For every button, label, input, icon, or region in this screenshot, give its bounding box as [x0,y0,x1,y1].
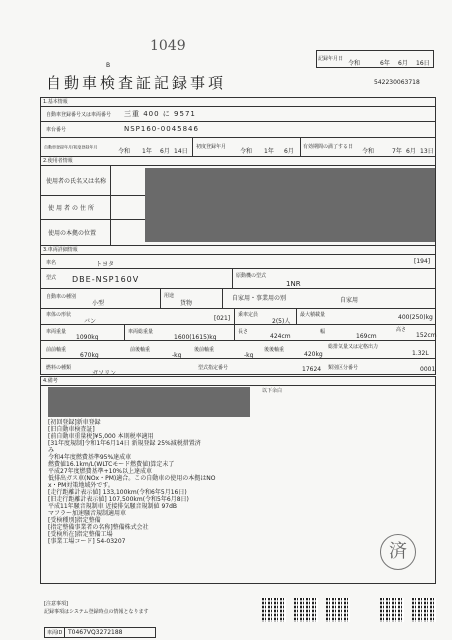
make-label: 車名 [46,260,57,266]
expiry-era: 令和 [362,148,375,155]
note-line: [31年度規制]令和1年6月14日 新規登録 25%減税措置済 [48,440,201,447]
make-code: [194] [414,258,431,265]
serial-number: 542230063718 [374,79,420,86]
qr-code-1 [262,598,286,622]
note-label: [注意事項] [44,601,68,607]
initial-reg-era: 令和 [240,148,253,155]
note-line: み [48,447,55,454]
front-axle-label: 前前軸重 [46,347,67,353]
body-shape-value: バン [84,318,97,325]
note-line: [指定整備事業者の名称]整備株式会社 [48,524,149,531]
user-address-label: 使用者の住所 [48,205,97,212]
first-reg-era: 令和 [118,148,131,155]
displacement-label: 総排気量又は定格出力 [328,344,379,350]
qr-code-5 [412,598,436,622]
vehicle-type-value: 小型 [92,300,105,307]
qr-code-2 [294,598,318,622]
front-rear-axle-label: 前後軸重 [130,347,151,353]
expiry-day: 13日 [420,148,434,155]
category-value: 0001 [420,366,436,373]
note-text: 記録事項はシステム登録時点の情報となります [44,609,149,615]
section2-label: 2.使用者情報 [43,158,73,164]
blank-below-label: 以下余白 [262,388,283,394]
vehicle-id-label: 車両ID [47,630,63,636]
category-label: 類別区分番号 [328,365,359,371]
note-line: [受検所在]指定整備工場 [48,531,113,538]
note-line: [前自動車重量税]¥5,000 本則税率適用 [48,433,154,440]
redacted-user-info [145,168,435,242]
note-line: [旧走行距離計表示値] 107,500km(令和5年6月8日) [48,496,189,503]
document-title: 自動車検査証記録事項 [46,74,227,92]
record-date-day: 16日 [416,60,430,67]
use-value: 貨物 [180,300,193,307]
first-reg-label: 自動車登録年月/初度登録年月 [44,145,98,151]
note-line: 燃費値16.1km/L(WLTCモード燃費値)算定未了 [48,461,175,468]
note-line: マフラー加速騒音規制適用車 [48,510,127,517]
engine-value: 1NR [286,280,301,288]
front-rear-axle-value: -kg [172,352,182,359]
gross-weight-label: 車両総重量 [128,329,154,335]
expiry-year: 7年 [392,148,402,155]
fuel-label: 燃料の種類 [46,365,72,371]
inspection-stamp: 済 [380,534,416,570]
fuel-value: ガソリン [92,370,117,377]
type-designation-label: 型式指定番号 [198,365,229,371]
record-date-label: 記録年月日 [318,56,344,62]
note-line: [受検種別]指定整備 [48,517,101,524]
use-label: 用途 [164,293,175,299]
expiry-month: 6月 [406,148,416,155]
note-line: 低排出ガス車(NOx・PM)適合。この自動車の使用の本拠はNO [48,475,216,482]
type-designation-value: 17624 [302,366,322,373]
vehicle-weight-label: 車両重量 [46,329,67,335]
redacted-notes [48,387,250,417]
width-label: 幅 [320,329,326,335]
user-name-label: 使用者の氏名又は名称 [46,178,107,185]
record-date-month: 6月 [398,60,408,67]
body-shape-label: 車体の形状 [46,312,72,318]
note-line: x・PM対策地域外です。 [48,482,114,489]
note-line: [初回登録]新車登録 [48,419,101,426]
note-line: 平成27年度燃費基準+10%以上達成車 [48,468,152,475]
section3-label: 3.車両詳細情報 [43,247,78,253]
first-reg-day: 14日 [174,148,188,155]
vin-value: NSP160-0045846 [124,125,199,133]
vehicle-id-value: T0467VQ3272188 [68,629,123,636]
expiry-label: 有効期間の満了する日 [303,144,354,150]
initial-reg-month: 6月 [284,148,294,155]
make-value: トヨタ [96,261,115,268]
base-location-label: 使用の本拠の位置 [48,230,97,237]
private-label: 自家用・事業用の別 [232,295,287,302]
reg-number-value: 三重 400 に 9571 [124,110,196,118]
max-load-label: 最大積載量 [300,312,326,318]
handwritten-number: 1049 [150,38,186,54]
rear-front-axle-label: 後前軸重 [194,347,215,353]
engine-label: 原動機の型式 [236,273,267,279]
initial-reg-year: 1年 [264,148,274,155]
rear-rear-axle-value: 420kg [304,351,323,358]
model-value: DBE-NSP160V [72,275,140,284]
note-line: 令和4年度燃費基準95%達成車 [48,454,132,461]
rear-rear-axle-label: 後後軸重 [264,347,285,353]
gross-weight-value: 1600(1615)kg [174,334,217,341]
capacity-label: 乗車定員 [238,312,259,318]
first-reg-year: 1年 [142,148,152,155]
rear-front-axle-value: -kg [244,352,254,359]
note-line: [旧自動車検査証] [48,426,95,433]
reg-number-label: 自動車登録番号又は車両番号 [46,112,112,118]
height-value: 152cm [416,332,437,339]
note-line: [走行距離計表示値] 133,100km(令和6年5月16日) [48,489,187,496]
body-shape-code: [021] [214,315,231,322]
model-label: 型式 [46,275,57,281]
vehicle-weight-value: 1090kg [76,334,99,341]
length-label: 長さ [238,329,249,335]
note-line: [事業工場コード] 54-03207 [48,538,126,545]
section1-label: 1.基本情報 [43,99,68,105]
record-date-year: 6年 [380,60,390,67]
note-line: 平成11年騒音規制車 近接排気騒音規制値 97dB [48,503,178,510]
qr-code-4 [380,598,404,622]
section4-label: 4.備考 [43,378,58,384]
length-value: 424cm [270,333,291,340]
displacement-value: 1.32L [412,350,429,357]
width-value: 169cm [356,333,377,340]
vin-label: 車台番号 [46,127,67,133]
private-value: 自家用 [340,297,359,304]
qr-code-3 [326,598,350,622]
initial-reg-label: 初度登録年月 [196,144,227,150]
first-reg-month: 6月 [160,148,170,155]
record-date-era: 令和 [348,60,361,67]
handwritten-b: B [106,62,111,69]
vehicle-type-label: 自動車の種別 [46,294,77,300]
max-load-value: 400(250)kg [398,314,433,321]
height-label: 高さ [396,327,407,333]
capacity-value: 2(5)人 [272,318,291,325]
front-axle-value: 670kg [80,352,99,359]
notes-list [48,419,215,545]
